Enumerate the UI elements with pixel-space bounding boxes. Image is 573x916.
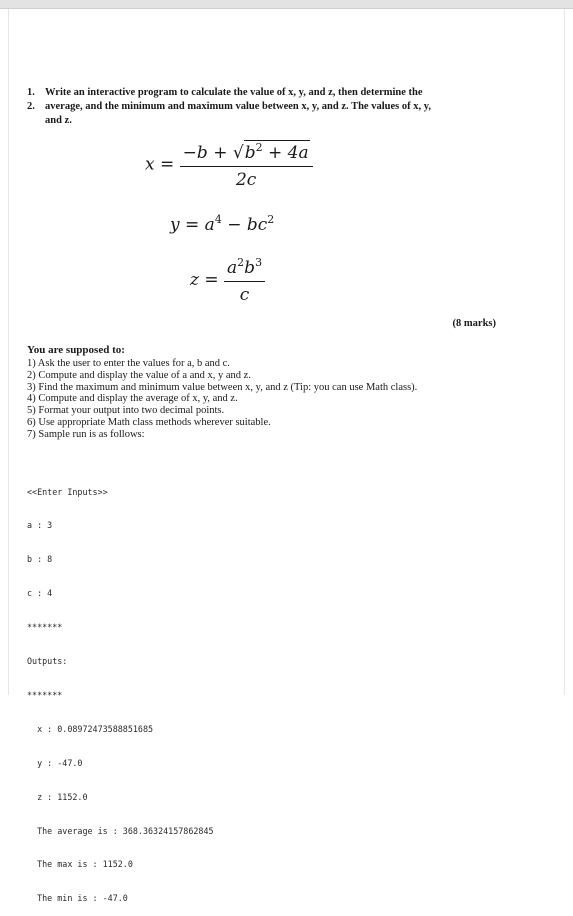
task-item: 2) Compute and display the value of a and x, y and z. xyxy=(27,369,251,381)
eq-x-fraction xyxy=(180,140,313,190)
top-bar xyxy=(0,0,573,9)
console-line: b : 8 xyxy=(27,554,53,565)
eq-z-denominator: c xyxy=(239,285,250,305)
task-list xyxy=(27,358,417,441)
console-line: The average is : 368.36324157862845 xyxy=(27,825,214,836)
question-number-2: 2. xyxy=(27,101,35,112)
task-item: 3) Find the maximum and minimum value between x, y, and z (Tip: you can use Math class). xyxy=(27,381,418,393)
console-line: c : 4 xyxy=(27,588,53,599)
task-item: 6) Use appropriate Math class methods wherever suitable. xyxy=(27,416,271,428)
equation-z: z = $\frac{a^2b^3}{c}$ xyxy=(190,256,265,305)
eq-x-numerator: $-b + √b^2 + 4a$ xyxy=(180,140,313,167)
equation-x xyxy=(145,140,313,190)
supposed-heading: You are supposed to: xyxy=(27,344,125,356)
sample-run-output xyxy=(27,464,214,916)
console-line: ******* xyxy=(27,622,63,633)
console-line: The max is : 1152.0 xyxy=(27,859,133,870)
sqrt-symbol: $√b^2 + 4a$ xyxy=(232,141,309,163)
console-line: The min is : -47.0 xyxy=(27,893,128,904)
console-line: a : 3 xyxy=(27,520,53,531)
question-number-1: 1. xyxy=(27,87,35,98)
task-item: 1) Ask the user to enter the values for a, b and c. xyxy=(27,358,230,369)
task-item: 5) Format your output into two decimal points. xyxy=(27,405,225,417)
eq-x-equals: = xyxy=(160,154,175,175)
equation-y: $y = a^4 - bc^2$ xyxy=(170,213,275,235)
question-text-2: average, and the minimum and maximum value between x, y, and z. The values of x, y, xyxy=(45,101,431,112)
question-text-1: Write an interactive program to calculate the value of x, y, and z, then determine the xyxy=(45,87,423,98)
question-line-2 xyxy=(27,100,431,114)
eq-x-lhs: x xyxy=(145,154,155,175)
question-text-3: and z. xyxy=(45,115,72,126)
question-line-3 xyxy=(45,114,72,128)
marks-label: (8 marks) xyxy=(452,318,496,329)
eq-x-denominator: 2c xyxy=(235,170,257,190)
console-line: x : 0.08972473588851685 xyxy=(27,723,154,734)
question-line-1 xyxy=(27,86,423,100)
eq-z-fraction xyxy=(224,256,265,305)
console-line: ******* xyxy=(27,689,63,700)
console-line: Outputs: xyxy=(27,656,68,667)
eq-z-numerator: $a^2b^3$ xyxy=(224,256,265,282)
console-line: z : 1152.0 xyxy=(27,791,88,802)
task-item: 4) Compute and display the average of x, y, and z. xyxy=(27,393,238,405)
console-line: <<Enter Inputs>> xyxy=(27,486,108,497)
console-line: y : -47.0 xyxy=(27,757,83,768)
task-item: 7) Sample run is as follows: xyxy=(27,428,145,440)
